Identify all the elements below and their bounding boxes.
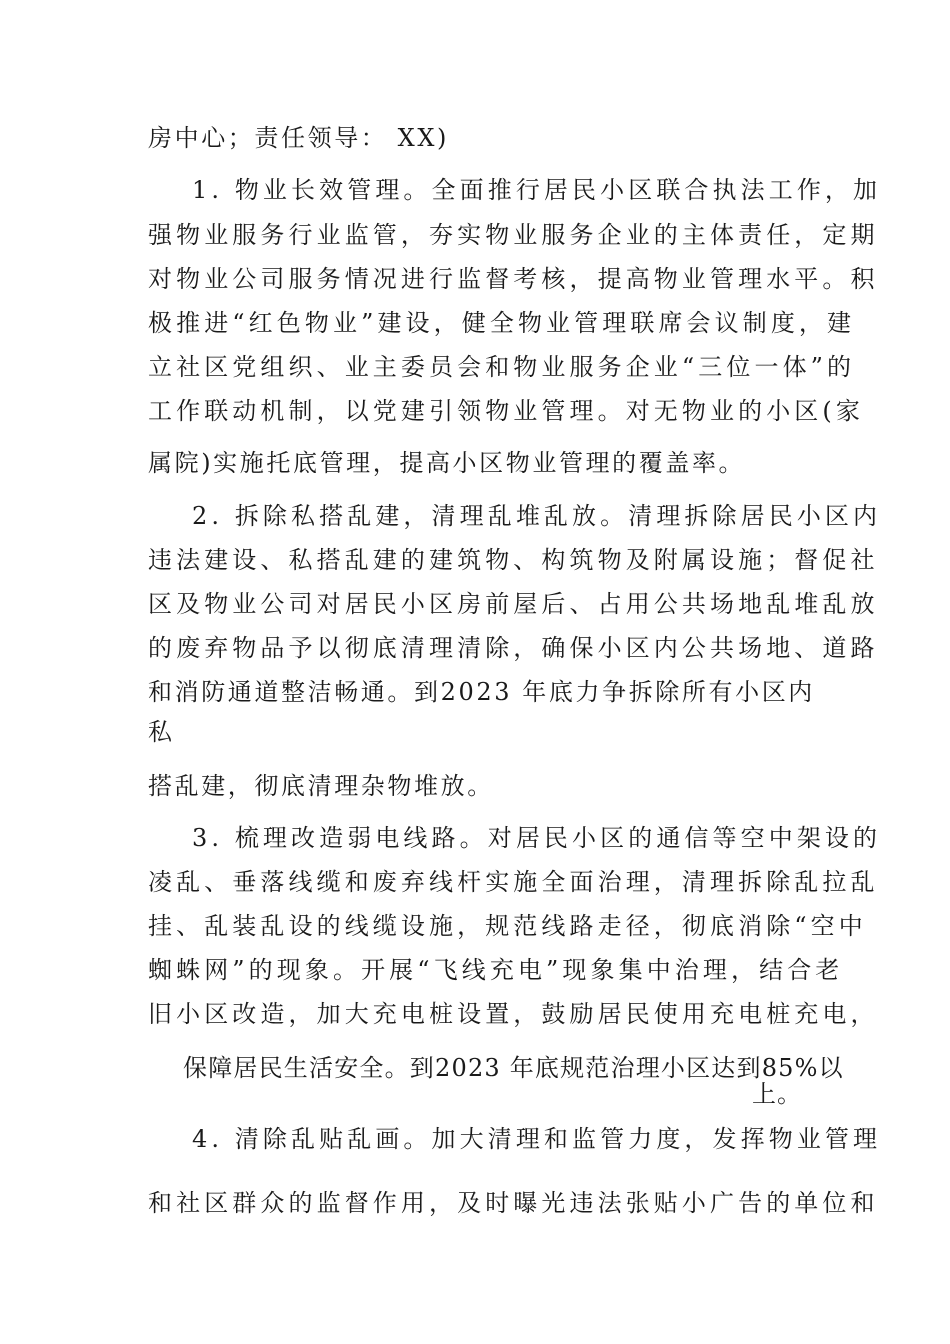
text-line: 立社区党组织、业主委员会和物业服务企业“三位一体”的 (148, 353, 856, 381)
text-line: 蜘蛛网”的现象。开展“飞线充电”现象集中治理，结合老 (148, 956, 844, 984)
text-line: 强物业服务行业监管，夯实物业服务企业的主体责任，定期 (148, 221, 879, 249)
text-line: 的废弃物品予以彻底清理清除，确保小区内公共场地、道路 (148, 634, 879, 662)
text-line: 违法建设、私搭乱建的建筑物、构筑物及附属设施；督促社 (148, 546, 879, 574)
paragraph-2-heading: 2. 拆除私搭乱建，清理乱堆乱放。清理拆除居民小区内 (192, 502, 882, 530)
text-line: 私 (148, 718, 175, 746)
text-line: 和消防通道整洁畅通。到2023 年底力争拆除所有小区内 (148, 678, 815, 706)
text-line: 工作联动机制，以党建引领物业管理。对无物业的小区(家 (148, 397, 864, 425)
text-line: 上。 (752, 1080, 802, 1108)
text-line: 和社区群众的监督作用，及时曝光违法张贴小广告的单位和 (148, 1189, 879, 1217)
text-line: 对物业公司服务情况进行监督考核，提高物业管理水平。积 (148, 265, 879, 293)
paragraph-4-heading: 4. 清除乱贴乱画。加大清理和监管力度，发挥物业管理 (192, 1125, 882, 1153)
paragraph-1-heading: 1. 物业长效管理。全面推行居民小区联合执法工作，加 (192, 176, 882, 204)
paragraph-3-heading: 3. 梳理改造弱电线路。对居民小区的通信等空中架设的 (192, 824, 882, 852)
text-line: 凌乱、垂落线缆和废弃线杆实施全面治理，清理拆除乱拉乱 (148, 868, 879, 896)
text-line: 属院)实施托底管理，提高小区物业管理的覆盖率。 (148, 449, 746, 477)
text-line: 保障居民生活安全。到2023 年底规范治理小区达到85%以 (183, 1054, 844, 1082)
text-line: 旧小区改造，加大充电桩设置，鼓励居民使用充电桩充电， (148, 1000, 879, 1028)
text-line: 房中心；责任领导： XX) (148, 124, 449, 152)
text-line: 区及物业公司对居民小区房前屋后、占用公共场地乱堆乱放 (148, 590, 879, 618)
text-line: 极推进“红色物业”建设，健全物业管理联席会议制度，建 (148, 309, 856, 337)
text-line: 挂、乱装乱设的线缆设施，规范线路走径，彻底消除“空中 (148, 912, 867, 940)
text-line: 搭乱建，彻底清理杂物堆放。 (148, 772, 494, 800)
